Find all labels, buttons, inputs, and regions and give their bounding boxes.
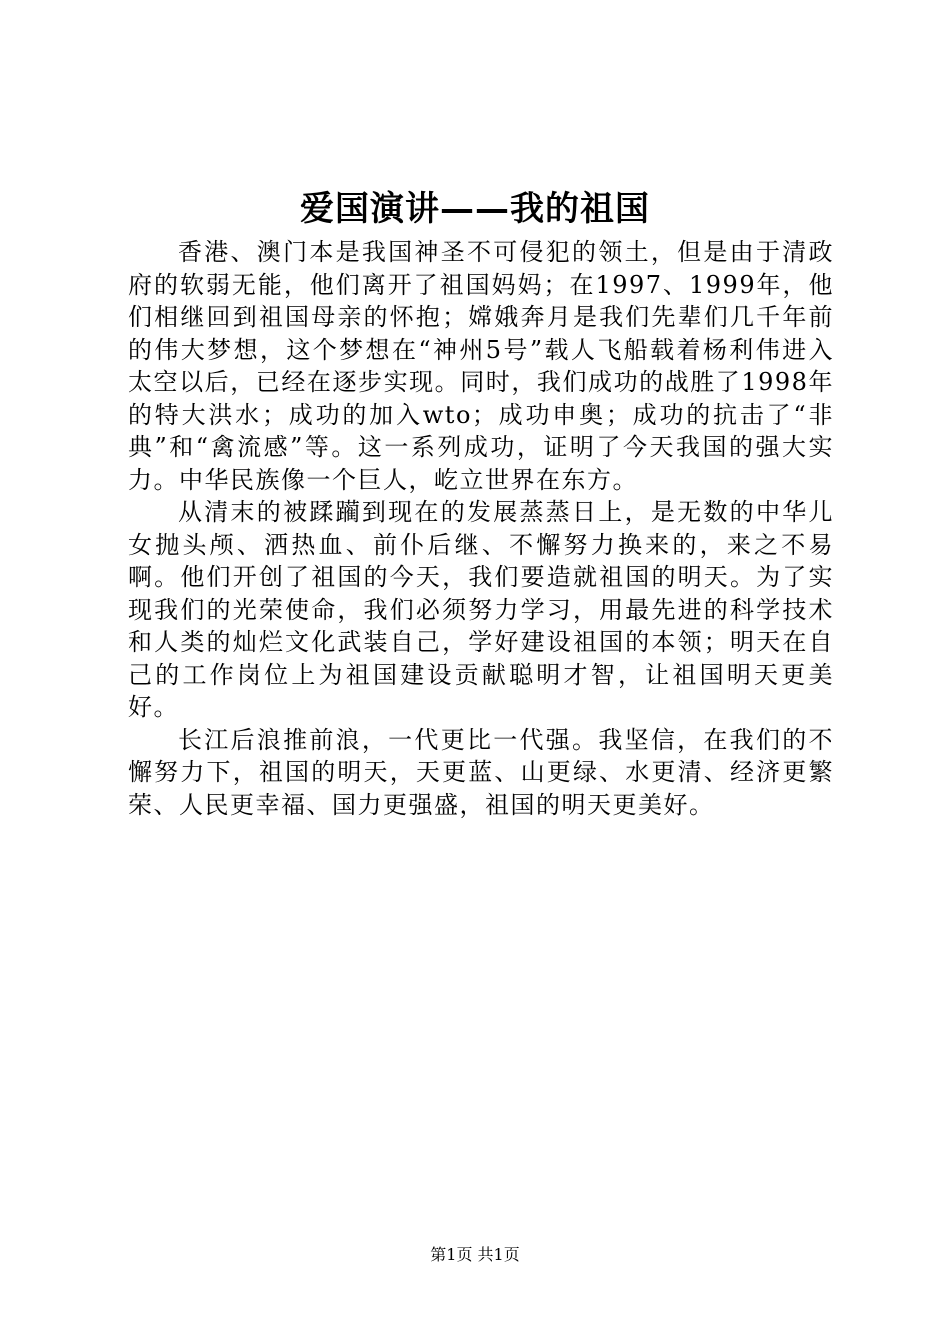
document-body [128,236,834,821]
page-number-footer: 第1页 共1页 [430,1245,520,1264]
paragraph: 长江后浪推前浪，一代更比一代强。我坚信，在我们的不懈努力下，祖国的明天，天更蓝、山更绿、水更清、经济更繁荣、人民更幸福、国力更强盛，祖国的明天更美好。 [128,725,834,819]
paragraph: 香港、澳门本是我国神圣不可侵犯的领土，但是由于清政府的软弱无能，他们离开了祖国妈妈；在1997、1999年，他们相继回到祖国母亲的怀抱；嫦娥奔月是我们先辈们几千年前的伟大梦想，这个梦想在“神州5号”载人飞船载着杨利伟进入太空以后，已经在逐步实现。同时，我们成功的战胜了1998年的特大洪水；成功的加入wto；成功申奥；成功的抗击了“非典”和“禽流感”等。这一系列成功，证明了今天我国的强大实力。中华民族像一个巨人，屹立世界在东方。 [128,238,834,494]
paragraph: 从清末的被蹂躏到现在的发展蒸蒸日上，是无数的中华儿女抛头颅、洒热血、前仆后继、不懈努力换来的，来之不易啊。他们开创了祖国的今天，我们要造就祖国的明天。为了实现我们的光荣使命，我们必须努力学习，用最先进的科学技术和人类的灿烂文化武装自己，学好建设祖国的本领；明天在自己的工作岗位上为祖国建设贡献聪明才智，让祖国明天更美好。 [128,498,834,721]
document-title: 爱国演讲——我的祖国 [300,189,650,229]
